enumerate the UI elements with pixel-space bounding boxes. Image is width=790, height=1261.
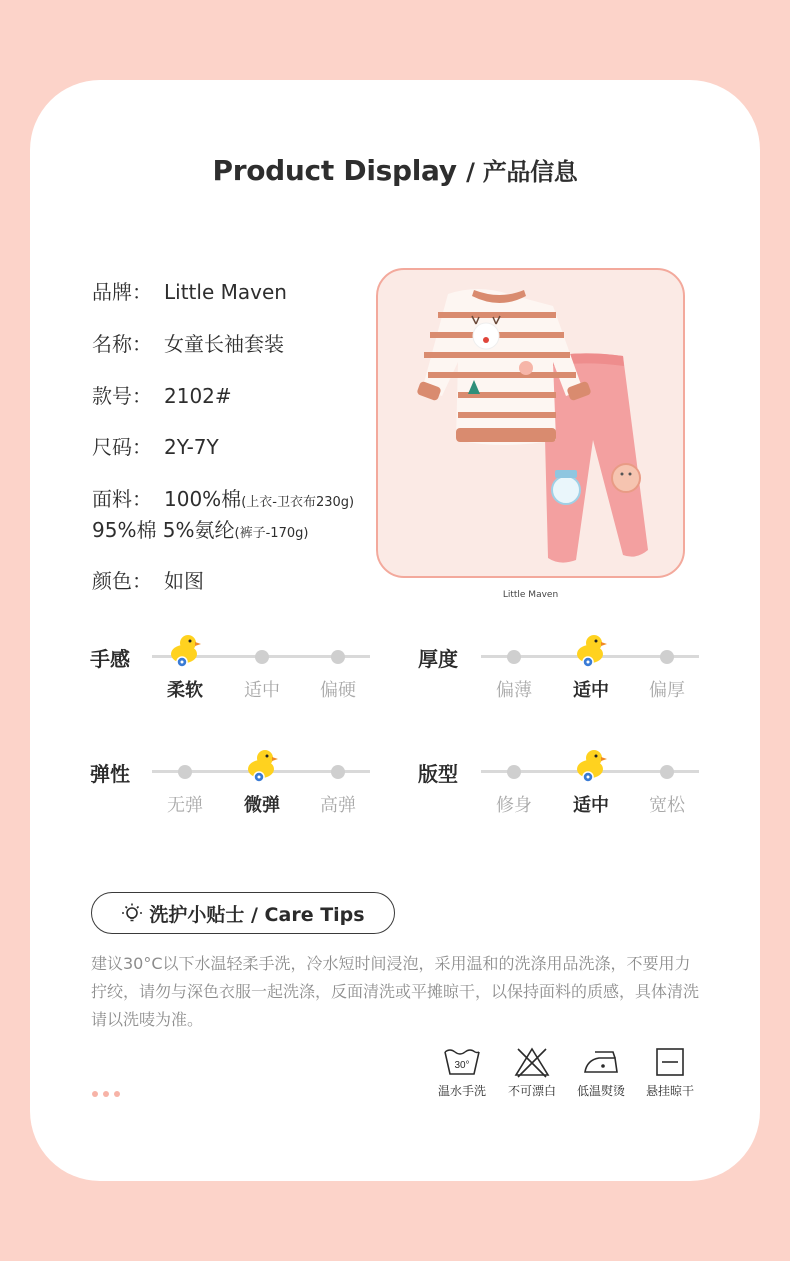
care-caption-hang-dry: 悬挂晾干 xyxy=(645,1084,694,1098)
info-color-label: 颜色： xyxy=(92,569,152,593)
page-title-en: Product Display xyxy=(212,154,457,187)
duck-marker-icon xyxy=(245,747,279,783)
info-size-value: 2Y-7Y xyxy=(164,435,219,459)
outfit-illustration xyxy=(378,270,685,578)
scale-dot xyxy=(507,765,521,779)
care-caption-hand-wash: 温水手洗 xyxy=(437,1084,486,1098)
scale-dot xyxy=(660,765,674,779)
care-caption-no-bleach: 不可漂白 xyxy=(507,1084,556,1098)
info-name-label: 名称： xyxy=(92,332,152,356)
scale-option: 偏薄 xyxy=(496,680,532,701)
scale-dot xyxy=(660,650,674,664)
dot-1 xyxy=(92,1091,98,1097)
care-icon-low-iron xyxy=(571,1046,631,1099)
care-tips-pill xyxy=(91,892,395,934)
page-title xyxy=(0,152,790,187)
photo-caption: Little Maven xyxy=(502,590,559,600)
scale-option: 微弹 xyxy=(244,795,280,816)
info-size xyxy=(92,431,219,460)
info-fabric-value: 100%棉 xyxy=(164,487,242,511)
info-name xyxy=(92,328,284,357)
info-brand-label: 品牌： xyxy=(92,280,152,304)
info-fabric-note-2: (裤子-170g) xyxy=(234,526,309,541)
info-name-value: 女童长袖套装 xyxy=(164,332,284,356)
info-fabric xyxy=(92,483,354,512)
scale-option: 偏硬 xyxy=(320,680,356,701)
scale-dot xyxy=(178,765,192,779)
info-style-value: 2102# xyxy=(164,384,232,408)
care-instructions: 建议30°C以下水温轻柔手洗，冷水短时间浸泡，采用温和的洗涤用品洗涤，不要用力拧绞，请勿与深色衣服一起洗涤，反面清洗或平摊晾干，以保持面料的质感，具体清洗请以洗唛为准。 xyxy=(91,954,700,1029)
info-color-value: 如图 xyxy=(164,569,204,593)
scale-option: 无弹 xyxy=(167,795,203,816)
duck-marker-icon xyxy=(168,632,202,668)
care-tips-title: 洗护小贴士 / Care Tips xyxy=(149,903,365,926)
scale-dot xyxy=(507,650,521,664)
page-title-cn: / 产品信息 xyxy=(466,158,578,186)
info-fabric-value-2: 95%棉 5%氨纶 xyxy=(92,518,235,542)
scale-option: 适中 xyxy=(573,680,609,701)
info-style-label: 款号： xyxy=(92,384,152,408)
scale-option: 宽松 xyxy=(649,795,685,816)
care-icon-no-bleach xyxy=(502,1046,562,1099)
care-icon-hang-dry xyxy=(640,1046,700,1099)
scale-dot xyxy=(255,650,269,664)
hand-wash-30-icon xyxy=(442,1046,482,1078)
pagination-dots xyxy=(92,1091,120,1097)
dot-2 xyxy=(103,1091,109,1097)
scale-dot xyxy=(331,650,345,664)
scale-label: 手感 xyxy=(90,647,130,671)
info-fabric-note: (上衣-卫衣布230g) xyxy=(241,495,355,510)
scale-option: 偏厚 xyxy=(649,680,685,701)
care-icon-hand-wash xyxy=(432,1046,492,1099)
scale-label: 弹性 xyxy=(90,762,130,786)
info-brand-value: Little Maven xyxy=(164,280,287,304)
wash-temp-badge: 30° xyxy=(454,1060,470,1071)
duck-marker-icon xyxy=(574,747,608,783)
info-fabric-2 xyxy=(92,514,308,543)
scale-dot xyxy=(331,765,345,779)
hang-dry-icon xyxy=(650,1046,690,1078)
scale-label: 版型 xyxy=(418,762,458,786)
scale-option: 适中 xyxy=(573,795,609,816)
low-iron-icon xyxy=(581,1046,621,1078)
no-bleach-icon xyxy=(512,1046,552,1078)
duck-marker-icon xyxy=(574,632,608,668)
info-style xyxy=(92,380,232,409)
scale-option: 高弹 xyxy=(320,795,356,816)
scale-label: 厚度 xyxy=(418,647,458,671)
scale-option: 修身 xyxy=(496,795,532,816)
lightbulb-icon xyxy=(121,902,143,924)
info-fabric-label: 面料： xyxy=(92,487,152,511)
info-size-label: 尺码： xyxy=(92,435,152,459)
dot-3 xyxy=(114,1091,120,1097)
info-color xyxy=(92,565,204,594)
product-photo xyxy=(376,268,685,578)
scale-option: 柔软 xyxy=(167,680,203,701)
info-brand xyxy=(92,276,287,305)
scale-option: 适中 xyxy=(244,680,280,701)
care-caption-low-iron: 低温熨烫 xyxy=(576,1084,625,1098)
